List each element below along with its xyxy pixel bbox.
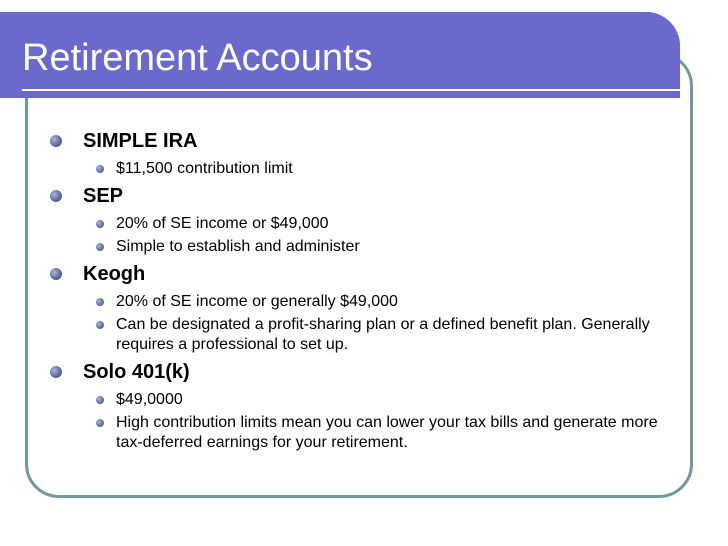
list-item	[0, 214, 728, 234]
section-heading: Keogh	[83, 263, 146, 285]
list-item	[0, 315, 728, 355]
bullet-icon	[50, 268, 62, 280]
item-text: $49,0000	[116, 391, 183, 408]
bullet-list	[0, 124, 728, 453]
bullet-icon	[50, 366, 62, 378]
list-item	[0, 413, 728, 453]
section-heading: SIMPLE IRA	[83, 130, 198, 152]
bullet-icon	[96, 396, 104, 404]
bullet-icon	[50, 190, 62, 202]
item-text: $11,500 contribution limit	[116, 160, 293, 177]
bullet-icon	[96, 321, 104, 329]
section-heading: SEP	[83, 185, 124, 207]
list-item	[0, 159, 728, 179]
item-text: High contribution limits mean you can lower your tax bills and generate more tax-deferred earnings for your retirement.	[116, 414, 658, 451]
slide-title: Retirement Accounts	[22, 37, 373, 79]
item-text: 20% of SE income or generally $49,000	[116, 293, 398, 310]
list-item	[0, 292, 728, 312]
bullet-icon	[96, 220, 104, 228]
list-item	[0, 357, 728, 387]
list-item	[0, 126, 728, 156]
bullet-icon	[50, 135, 62, 147]
bullet-icon	[96, 243, 104, 251]
item-text: Can be designated a profit-sharing plan or a defined benefit plan. Generally requires a professional to set up.	[116, 316, 650, 353]
bullet-icon	[96, 165, 104, 173]
list-item	[0, 237, 728, 257]
list-item	[0, 259, 728, 289]
item-text: 20% of SE income or $49,000	[116, 215, 329, 232]
section-heading: Solo 401(k)	[83, 361, 190, 383]
list-item	[0, 390, 728, 410]
item-text: Simple to establish and administer	[116, 238, 360, 255]
list-item	[0, 181, 728, 211]
bullet-icon	[96, 419, 104, 427]
bullet-icon	[96, 298, 104, 306]
